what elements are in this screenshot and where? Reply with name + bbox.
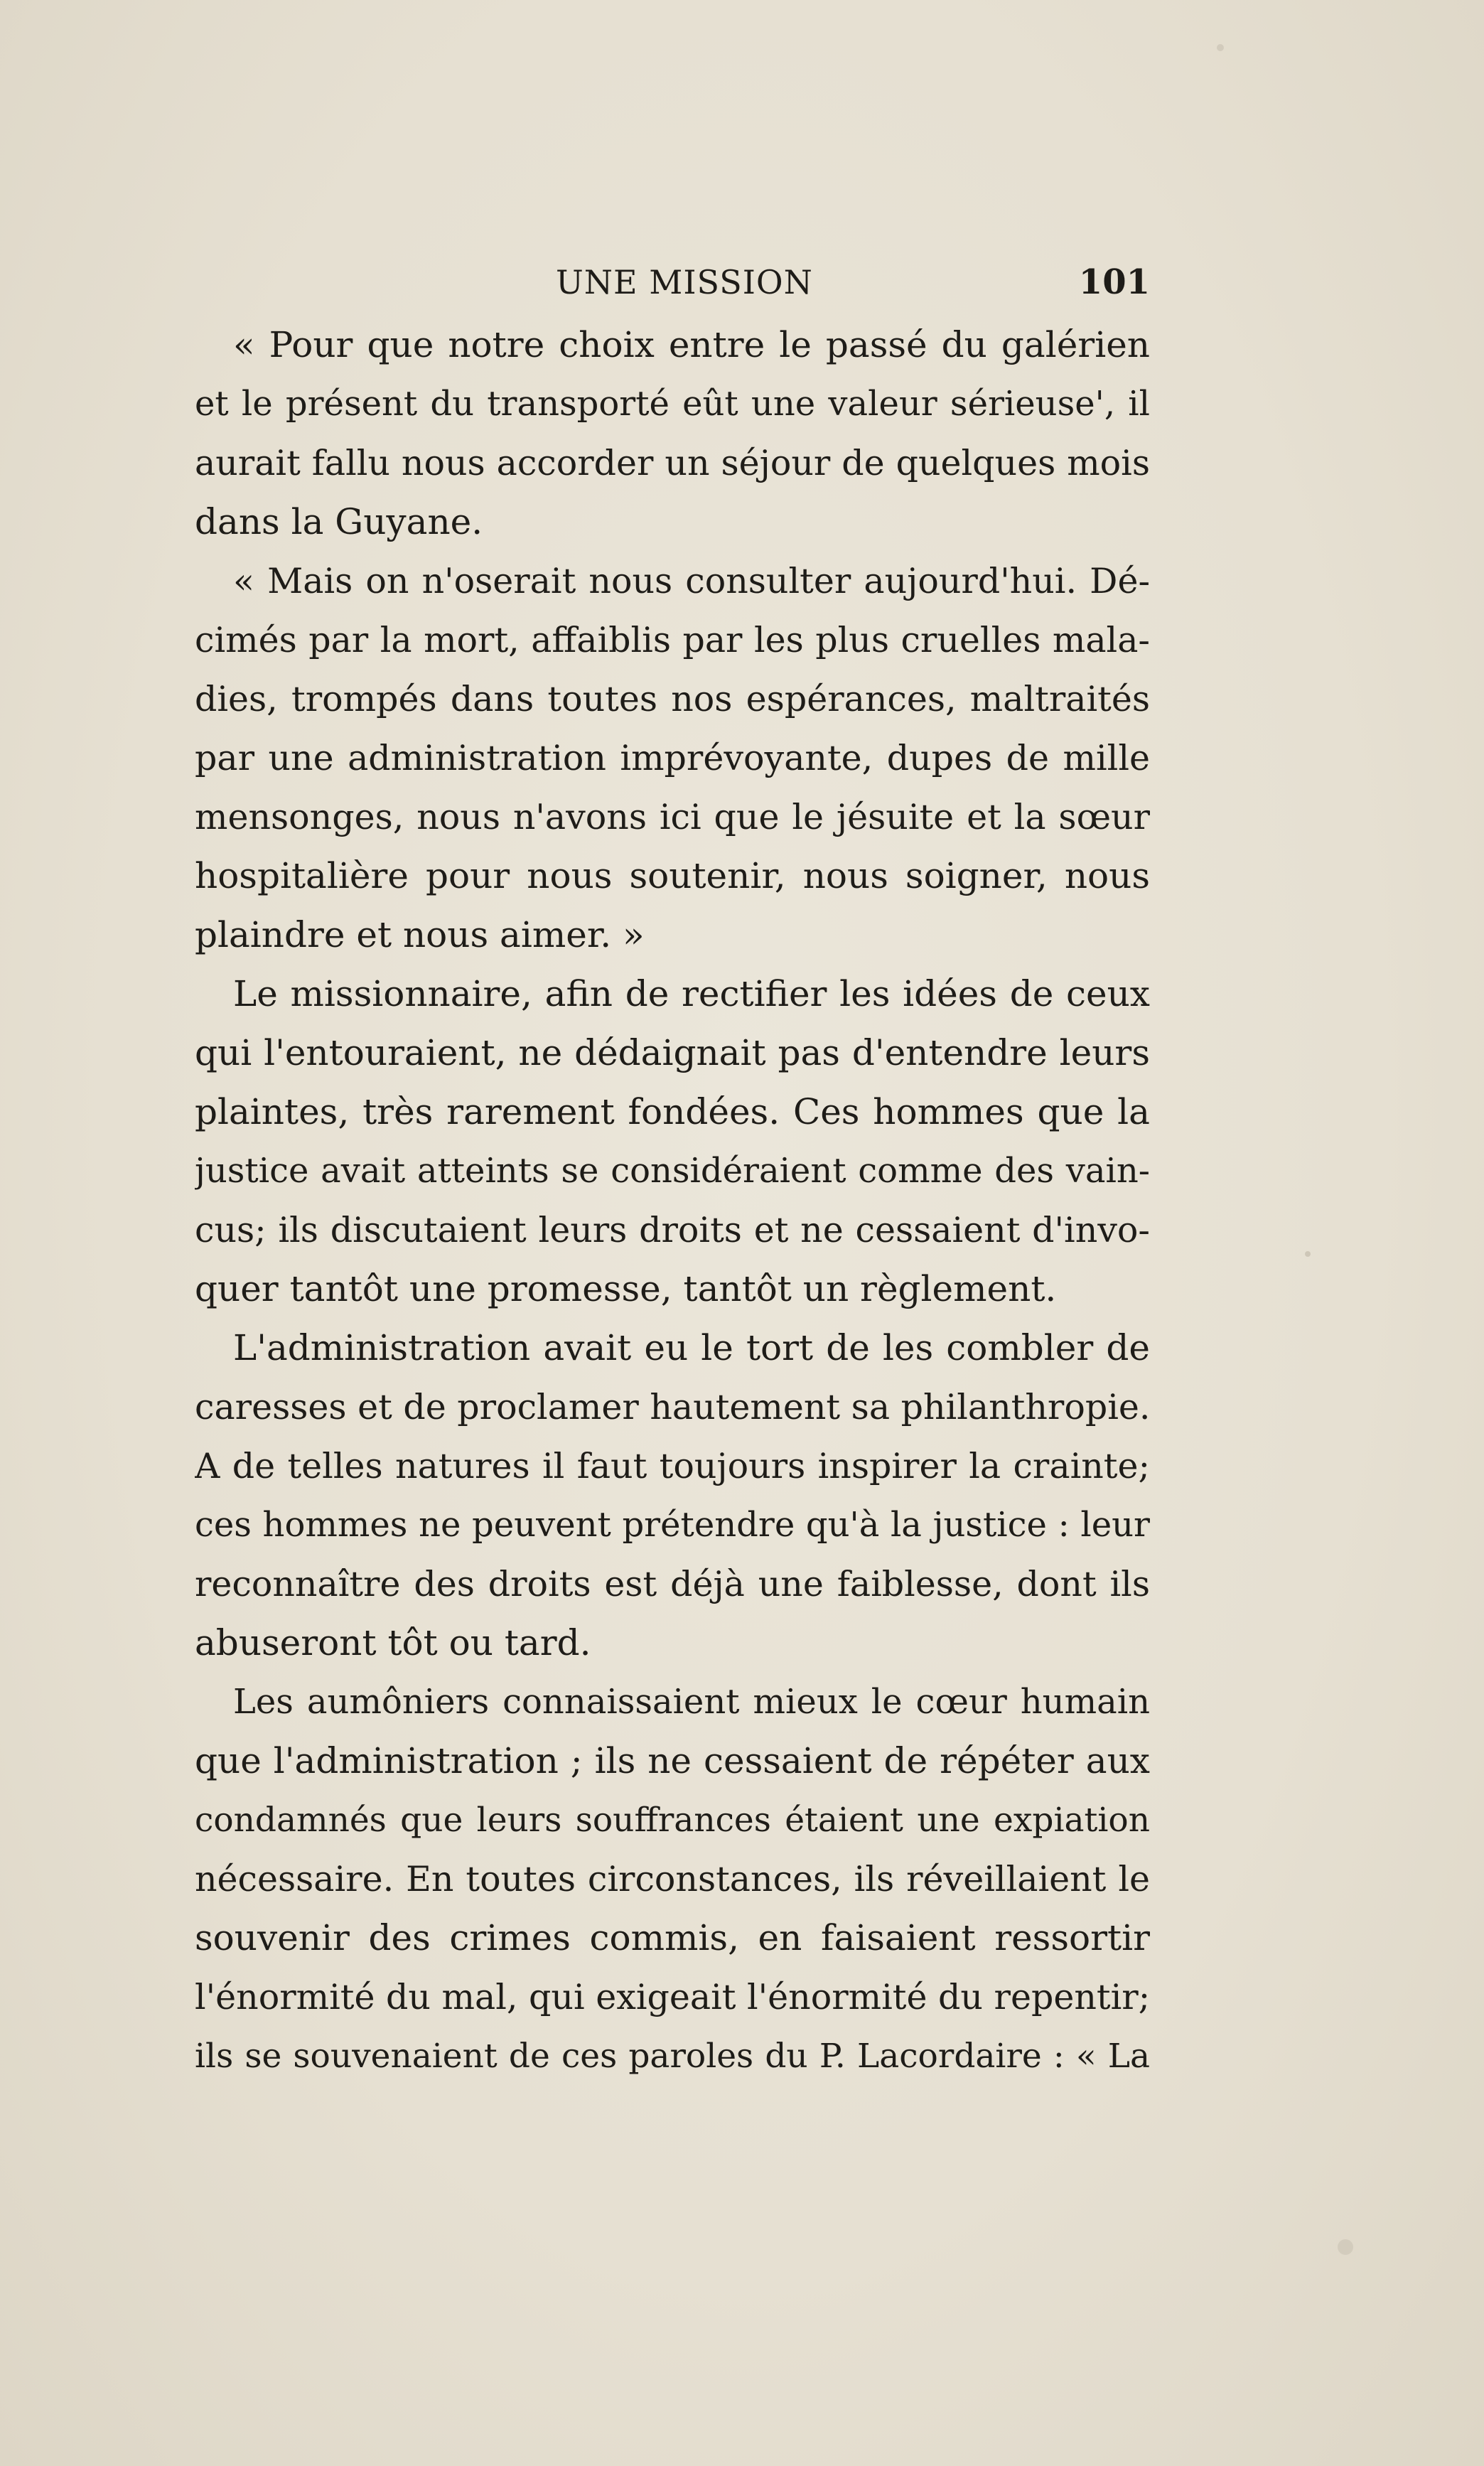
text-line: cimés par la mort, affaiblis par les plus cruelles mala- [195,620,1150,660]
text-line: et le présent du transporté eût une valeur sérieuse', il [195,384,1150,424]
page-header [195,257,1150,307]
text-line: qui l'entouraient, ne dédaignait pas d'entendre leurs [195,1032,1150,1073]
text-line: ils se souvenaient de ces paroles du P. Lacordaire : « La [195,2037,1150,2076]
text-line: plaindre et nous aimer. » [195,914,645,955]
text-line: L'administration avait eu le tort de les combler de [233,1327,1150,1368]
text-line: aurait fallu nous accorder un séjour de quelques mois [195,443,1150,483]
text-line: nécessaire. En toutes circonstances, ils réveillaient le [195,1859,1150,1899]
text-line: ces hommes ne peuvent prétendre qu'à la justice : leur [195,1505,1150,1545]
text-line: l'énormité du mal, qui exigeait l'énormité du repentir; [195,1977,1150,2017]
text-line: reconnaître des droits est déjà une faiblesse, dont ils [195,1564,1150,1604]
body-text [195,316,1150,2086]
text-line: cus; ils discutaient leurs droits et ne cessaient d'invo- [195,1210,1150,1250]
page-number: 101 [1078,262,1150,302]
text-line: dans la Guyane. [195,501,483,542]
text-line: mensonges, nous n'avons ici que le jésuite et la sœur [195,797,1150,837]
text-line: Le missionnaire, afin de rectifier les idées de ceux [233,973,1150,1014]
text-line: quer tantôt une promesse, tantôt un règlement. [195,1268,1057,1309]
running-title: UNE MISSION [556,263,813,301]
text-line: dies, trompés dans toutes nos espérances, maltraités [195,679,1150,719]
text-line: Les aumôniers connaissaient mieux le cœur humain [233,1682,1150,1722]
paper-spot [1338,2239,1353,2255]
text-line: abuseront tôt ou tard. [195,1622,591,1663]
text-line: que l'administration ; ils ne cessaient de répéter aux [195,1740,1150,1781]
paper-spot [1217,44,1224,51]
text-line: justice avait atteints se considéraient comme des vain- [195,1151,1150,1191]
text-line: « Mais on n'oserait nous consulter aujourd'hui. Dé- [233,561,1150,601]
text-line: A de telles natures il faut toujours inspirer la crainte; [195,1446,1150,1486]
text-line: condamnés que leurs souffrances étaient une expiation [195,1801,1150,1840]
text-line: caresses et de proclamer hautement sa philanthropie. [195,1387,1150,1427]
text-line: par une administration imprévoyante, dupes de mille [195,738,1150,778]
text-line: souvenir des crimes commis, en faisaient ressortir [195,1917,1150,1958]
paper-spot [1305,1251,1311,1257]
text-line: « Pour que notre choix entre le passé du galérien [233,324,1150,365]
text-line: hospitalière pour nous soutenir, nous soigner, nous [195,855,1150,896]
text-line: plaintes, très rarement fondées. Ces hommes que la [195,1091,1150,1132]
